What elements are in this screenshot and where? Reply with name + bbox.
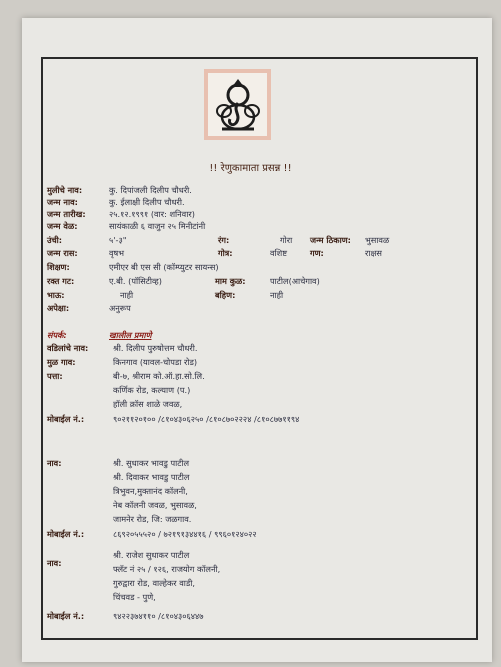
maternal-clan-label: माम कुळ: [215,276,246,286]
mobile-value-2: ८६९२०५५५२० / ७२१९१३४४१६ / ९९६०१२४०२२ [113,529,257,539]
expectation-value: अनुरूप [109,303,131,313]
birth-name-value: कु. ईलाक्षी दिलीप चौधरी. [109,197,185,207]
native-village-label: मुळ गाव: [47,357,76,367]
relative1-line-2: श्री. दिवाकर भावडु पाटील [113,472,190,482]
mobile-label-2: मोबाईल नं.: [47,529,85,539]
relative1-line-3: त्रिभुवन,मुक्तानंद कॉलनी, [113,486,188,496]
height-value: ५'-३" [109,235,127,245]
mobile-value-3: ९४२२३७४११० /८१०४३०६४४७ [113,611,204,621]
ganesha-icon [212,77,264,133]
height-label: उंची: [47,235,63,245]
address-label: पत्ता: [47,371,63,381]
father-name-value: श्री. दिलीप पुरुषोत्तम चौधरी. [113,343,198,353]
rashi-label: जन्म रास: [47,248,78,258]
relative2-name-label: नाव: [47,558,62,568]
mobile-label-1: मोबाईल नं.: [47,414,85,424]
girl-name-value: कु. दिपांजली दिलीप चौधरी. [109,185,192,195]
education-label: शिक्षण: [47,262,70,272]
gan-value: राक्षस [365,248,382,258]
birth-time-value: सायंकाळी ६ वाजुन २५ मिनीटांनी [109,221,206,231]
relative1-line-4: नेब कॉलनी जवळ, भुसावळ, [113,500,197,510]
maternal-clan-value: पाटील(आचेगाव) [270,276,320,286]
birth-place-value: भुसावळ [365,235,390,245]
father-name-label: वडिलांचे नाव: [47,343,89,353]
gotra-value: वशिष्ट [270,248,288,258]
education-value: एमीएर बी एस सी (कॉम्प्युटर सायन्स) [109,262,219,272]
gan-label: गण: [310,248,324,258]
sister-label: बहिण: [215,290,236,300]
document-border [41,57,478,640]
address-line-3: हॉली क्रॉस शाळे जवळ, [113,399,183,409]
relative1-line-5: जामनेर रोड, जि: जळगाव. [113,514,192,524]
address-line-2: कर्णिक रोड, कल्याण (प.) [113,385,191,395]
relative2-line-1: श्री. राजेश सुधाकर पाटील [113,550,190,560]
birth-date-label: जन्म तारीख: [47,209,86,219]
sister-value: नाही [270,290,284,300]
expectation-label: अपेक्षा: [47,303,70,313]
address-line-1: बी-७, श्रीराम को.ऑ.हा.सो.लि. [113,371,205,381]
contact-heading-value: खालील प्रमाणे [109,330,152,340]
mobile-label-3: मोबाईल नं.: [47,611,85,621]
complexion-value: गोरा [280,235,293,245]
rashi-value: वृषभ [109,248,125,258]
birth-time-label: जन्म वेळ: [47,221,78,231]
brother-value: नाही [120,290,134,300]
birth-place-label: जन्म ठिकाण: [310,235,351,245]
blood-group-value: ए.बी. (पॉसिटीव्ह) [109,276,162,286]
relative2-line-3: गुरुद्वारा रोड, वाल्हेकर वाडी, [113,578,196,588]
logo-frame [204,69,271,140]
girl-name-label: मुलीचे नाव: [47,185,83,195]
gotra-label: गोत्र: [218,248,233,258]
birth-date-value: २५.१२.१९९१ (वार: शनिवार) [109,209,195,219]
native-village-value: किनगाव (यावल-चोपडा रोड) [113,357,198,367]
blood-group-label: रक्त गट: [47,276,75,286]
document-title: !! रेणुकामाता प्रसन्न !! [209,163,292,174]
contact-heading-label: संपर्क: [47,330,67,340]
brother-label: भाऊ: [47,290,65,300]
relative1-name-label: नाव: [47,458,62,468]
relative2-line-4: चिंचवड - पुणे, [113,592,156,602]
relative1-line-1: श्री. सुधाकर भावडु पाटील [113,458,190,468]
relative2-line-2: फ्लॅट नं २५ / १२६, राजयोग कॉलनी, [113,564,221,574]
birth-name-label: जन्म नाव: [47,197,78,207]
mobile-value-1: ९०२११२०१०० /८१०४३०६२५० /८१०८७०२२२४ /८१०८७७११९४ [113,414,300,424]
complexion-label: रंग: [218,235,230,245]
